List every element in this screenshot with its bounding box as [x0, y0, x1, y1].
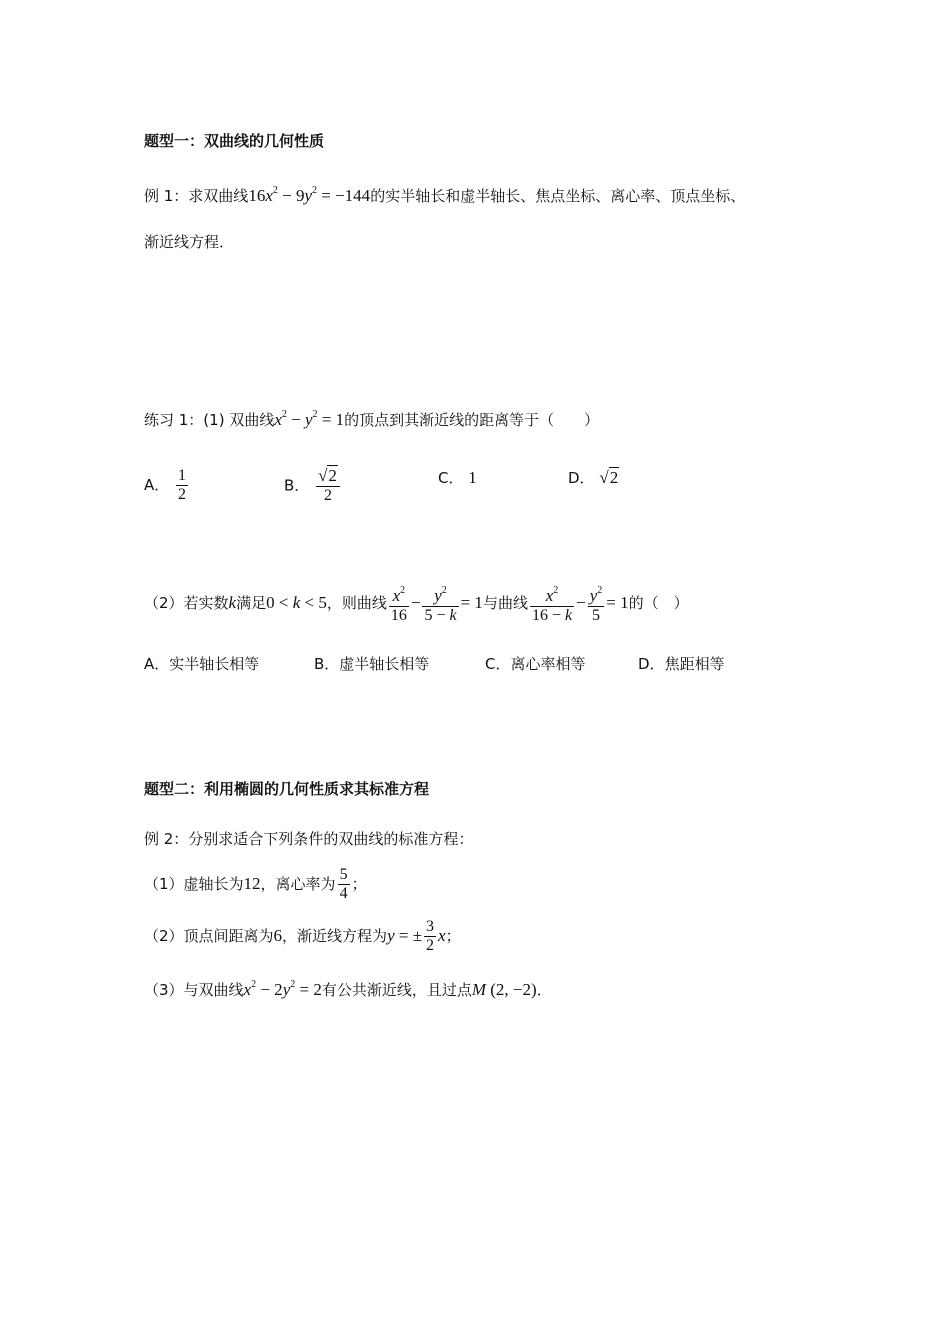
example-2-item-3	[144, 974, 552, 1001]
option-a-label: A．	[144, 476, 170, 494]
option-2c	[485, 653, 586, 675]
practice-1-question	[144, 404, 599, 431]
option-2c-label: C．	[485, 655, 511, 673]
section-2-title: 题型二：利用椭圆的几何性质求其标准方程	[144, 780, 430, 798]
item-2-expression: y = ± $\frac{3}{2}$ x	[387, 918, 446, 954]
option-c-value: 1	[468, 468, 477, 487]
example-1-prefix: 例 1：求双曲线	[144, 187, 249, 205]
example-1-suffix: 的实半轴长和虚半轴长、焦点坐标、离心率、顶点坐标、	[370, 187, 746, 205]
option-2b	[314, 653, 429, 675]
item-3-prefix: （3）与双曲线	[144, 981, 244, 999]
practice-2-var: k	[228, 593, 237, 612]
example-1-line-2: 渐近线方程．	[144, 233, 235, 251]
option-c-label: C．	[438, 469, 464, 487]
item-1-mid: ，离心率为	[260, 875, 336, 893]
section-1-title: 题型一：双曲线的几何性质	[144, 132, 325, 150]
option-2a	[144, 653, 259, 675]
practice-2-condition: 0 < k < 5	[266, 593, 327, 612]
option-2a-text: 实半轴长相等	[169, 655, 260, 673]
practice-2-cond-text-2: ，则曲线	[326, 594, 387, 612]
item-2-prefix: （2）顶点间距离为	[144, 927, 274, 945]
item-3-mid: 有公共渐近线，且过点	[321, 981, 472, 999]
option-b-fraction: $\frac{√2}{2}$	[316, 467, 340, 505]
option-d-sqrt: √2	[599, 468, 619, 487]
option-2d-text: 焦距相等	[664, 655, 725, 673]
option-b-label: B．	[284, 476, 310, 495]
example-1-equation: $16x^2 - 9y^2 = -144$	[248, 185, 371, 205]
option-2b-text: 虚半轴长相等	[339, 655, 430, 673]
option-c	[438, 467, 477, 489]
practice-2-mid: 与曲线	[482, 594, 528, 612]
example-1-line-1	[144, 180, 745, 207]
item-1-prefix: （1）虚轴长为	[144, 875, 244, 893]
practice-2-question	[144, 582, 689, 625]
practice-2-suffix: 的（ ）	[628, 594, 689, 612]
item-1-fraction: $\frac{5}{4}$	[339, 866, 348, 902]
example-2-item-2	[144, 916, 461, 956]
example-2-intro: 例 2：分别求适合下列条件的双曲线的标准方程：	[144, 830, 474, 848]
example-2-item-1	[144, 864, 367, 904]
item-2-mid: ，渐近线方程为	[282, 927, 388, 945]
option-2c-text: 离心率相等	[510, 655, 586, 673]
option-2a-label: A．	[144, 655, 170, 673]
item-1-value: 12	[243, 874, 261, 893]
option-d-label: D．	[568, 469, 595, 487]
item-1-suffix: ；	[351, 875, 367, 893]
item-3-equation: $x^2 - 2y^2 = 2$	[243, 979, 322, 999]
practice-2-prefix: （2）若实数	[144, 594, 229, 612]
option-d	[568, 467, 619, 489]
item-2-value: 6	[273, 926, 283, 945]
option-a-fraction: $\frac{1}{2}$	[178, 467, 187, 503]
practice-2-cond-text-1: 满足	[236, 594, 267, 612]
option-b	[284, 467, 342, 505]
practice-1-suffix: 的顶点到其渐近线的距离等于（ ）	[344, 411, 600, 429]
practice-1-prefix: 练习 1：(1) 双曲线	[144, 411, 275, 429]
practice-2-curve-2: $\frac{x^2}{16 - k}$ − $\frac{y^2}{5}$ = 1	[528, 594, 629, 612]
option-2d-label: D．	[638, 655, 665, 673]
item-3-point: M (2, −2)	[471, 980, 537, 999]
option-2d	[638, 653, 725, 675]
option-a	[144, 467, 190, 504]
practice-2-curve-1: $\frac{x^2}{16}$ − $\frac{y^2}{5 - k}$ = 1	[387, 594, 483, 612]
item-3-suffix: ．	[536, 981, 552, 999]
option-2b-label: B．	[314, 655, 340, 673]
practice-1-equation: $x^2 - y^2 = 1$	[274, 409, 345, 429]
item-2-suffix: ；	[445, 927, 461, 945]
